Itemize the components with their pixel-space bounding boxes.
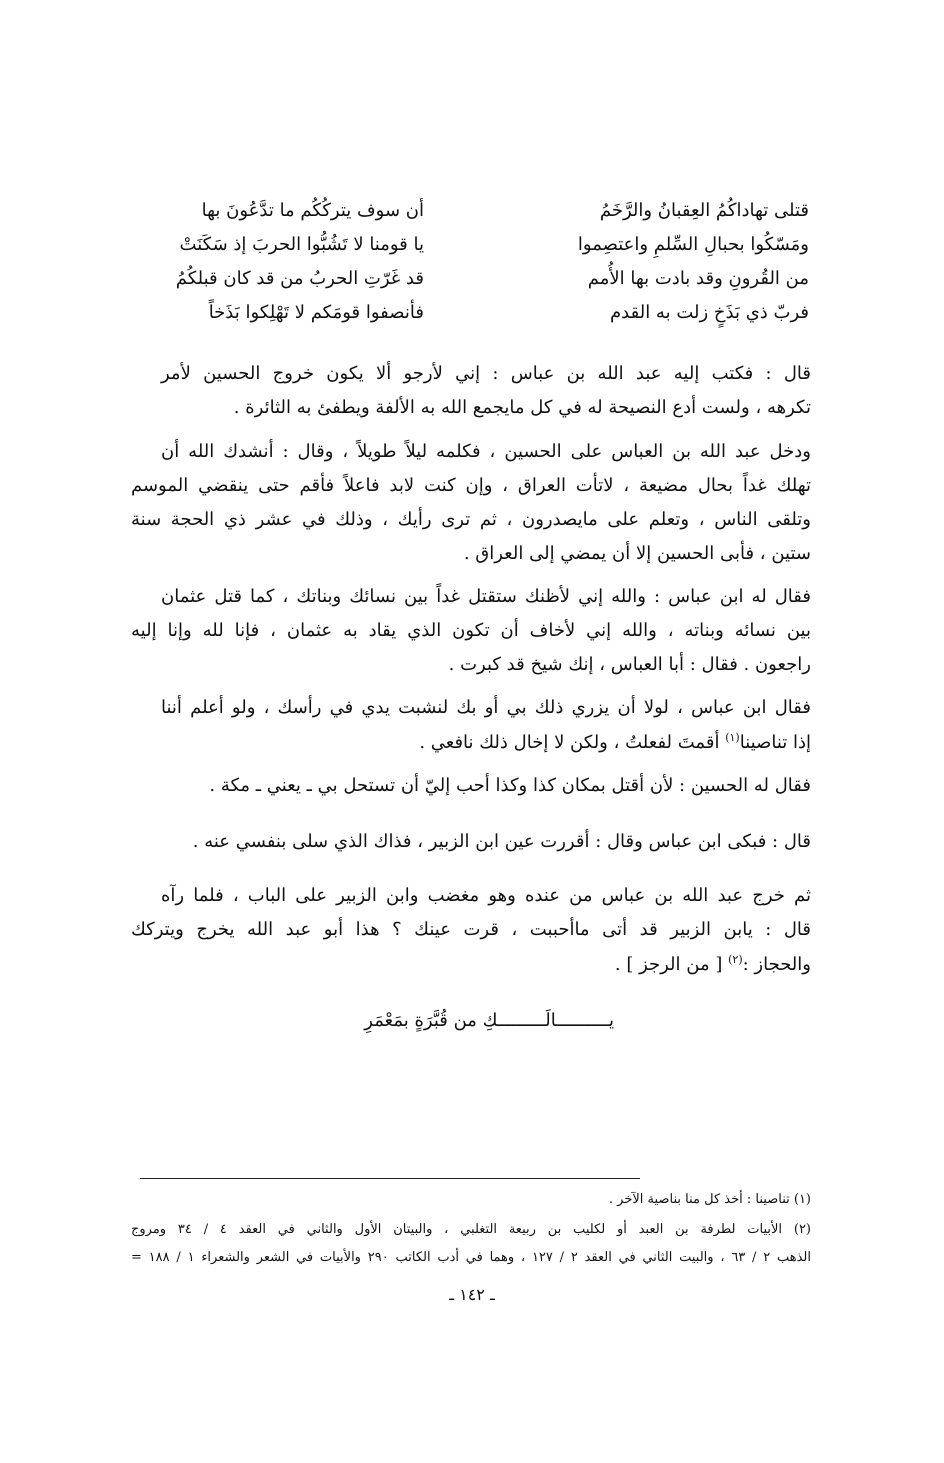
verse-first-hemistich: قد غَرّتِ الحربُ من قد كان قبلكُمُ — [175, 268, 424, 289]
text-span: [ من الرجز ] . — [614, 954, 723, 975]
text-line: فقال له الحسين : لأن أقتل بمكان كذا وكذا أحب إليّ أن تستحل بي ـ يعني ـ مكة . — [209, 775, 811, 796]
text-line: تكرهه ، ولست أدع النصيحة له في كل مايجمع الله به الألفة ويطفئ به الثائرة . — [233, 397, 811, 418]
footnote-ref[interactable]: (٢) — [728, 953, 743, 966]
text-line — [131, 731, 811, 753]
footnote: الذهب ٢ / ٦٣ ، والبيت الثاني في العقد ٢ / ١٢٧ ، وهما في أدب الكاتب ٢٩٠ والأبيات في الشعر والشعراء ١ / ١٨٨ = — [131, 1250, 811, 1265]
text-line: راجعون . فقال : أبا العباس ، إنك شيخ قد كبرت . — [448, 654, 811, 675]
rajaz-verse: يــــــــــالَـــــــــكِ من قُبَّرَةٍ بمَعْمَرِ — [364, 1010, 614, 1031]
footnote: (١) تناصينا : أخذ كل منا بناصية الآخر . — [608, 1192, 811, 1207]
text-span: أقمتَ لفعلتُ ، ولكن لا إخال ذلك نافعي . — [419, 732, 720, 753]
text-line: ستين ، فأبى الحسين إلا أن يمضي إلى العراق . — [463, 543, 811, 564]
verse-first-hemistich: فأنصفوا قومَكم لا تَهْلِكوا بَذَخاً — [208, 302, 424, 323]
text-line: قال : يابن الزبير قد أتى ماأحببت ، قرت عينك ؟ هذا أبو عبد الله يخرج ويتركك — [131, 919, 811, 940]
text-line: قال : فبكى ابن عباس وقال : أقررت عين ابن الزبير ، فذاك الذي سلى بنفسي عنه . — [192, 831, 811, 852]
verse-second-hemistich: فربّ ذي بَذَخٍ زلت به القدم — [610, 302, 809, 323]
text-line: ودخل عبد الله بن العباس على الحسين ، فكلمه ليلاً طويلاً ، وقال : أنشدك الله أن — [161, 441, 811, 462]
verse-first-hemistich: يا قومنا لا تَشُبُّوا الحربَ إذ سَكَنَتْ — [179, 234, 424, 255]
text-line: قال : فكتب إليه عبد الله بن عباس : إني لأرجو ألا يكون خروج الحسين لأمر — [161, 363, 811, 384]
text-line: فقال له ابن عباس : والله إني لأظنك ستقتل غداً بين نسائك وبناتك ، كما قتل عثمان — [161, 586, 811, 607]
footnote-divider — [140, 1178, 640, 1179]
text-line: بين نسائه وبناته ، والله إني لأخاف أن تكون الذي يقاد به عثمان ، فإنا لله وإنا إليه — [131, 620, 811, 641]
page-number: ـ ١٤٢ ـ — [449, 1285, 495, 1304]
text-line: فقال ابن عباس ، لولا أن يزري ذلك بي أو بك لنشبت يدي في رأسك ، ولو أعلم أننا — [161, 697, 811, 718]
text-span: إذا تناصينا — [739, 732, 811, 753]
verse-second-hemistich: ومَسّكُوا بحبالِ السِّلمِ واعتصِموا — [577, 234, 809, 255]
verse-first-hemistich: أن سوف يتركُكُم ما تدَّعُونَ بها — [201, 200, 424, 221]
footnote: (٢) الأبيات لطرفة بن العبد أو لكليب بن ربيعة التغلبي ، والبيتان الأول والثاني في العقد ٤ / ٣٤ ومروج — [131, 1222, 811, 1237]
footnote-ref[interactable]: (١) — [725, 731, 740, 744]
text-line: وتلقى الناس ، وتعلم على مايصدرون ، ثم ترى رأيك ، وذلك في عشر ذي الحجة سنة — [131, 509, 811, 530]
text-line: ثم خرج عبد الله بن عباس من عنده وهو مغضب وابن الزبير على الباب ، فلما رآه — [161, 885, 811, 906]
verse-second-hemistich: قتلى تهاداكُمُ العِقبانُ والرَّخَمُ — [599, 200, 809, 221]
text-line — [131, 953, 811, 975]
verse-second-hemistich: من القُرونِ وقد بادت بها الأُمم — [587, 268, 809, 289]
text-line: تهلك غداً بحال مضيعة ، لاتأت العراق ، وإن كنت لابد فاعلاً فأقم حتى ينقضي الموسم — [131, 475, 811, 496]
text-span: والحجاز : — [742, 954, 811, 975]
